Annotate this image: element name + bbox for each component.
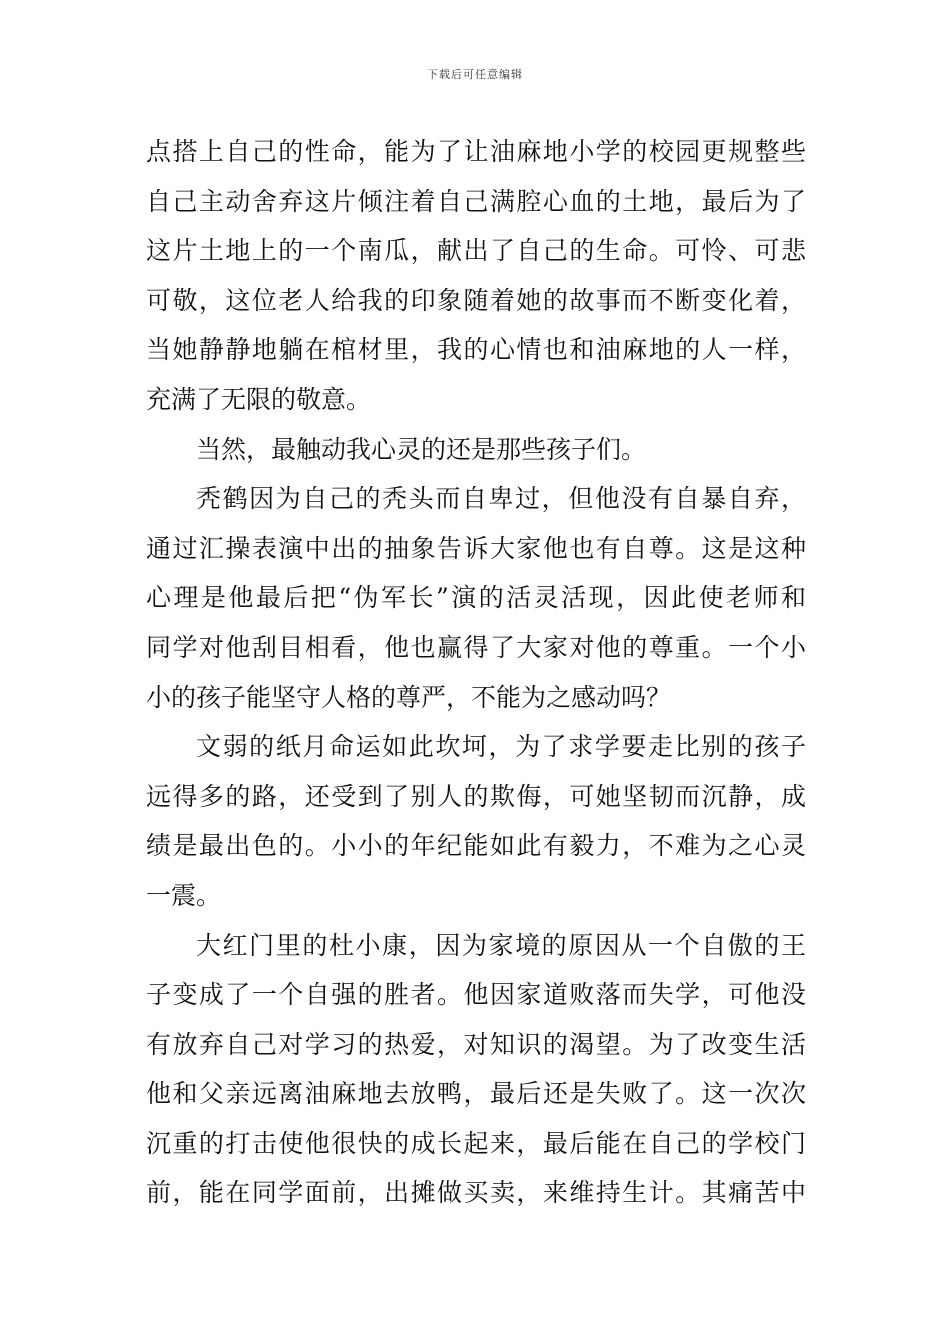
text-line: 沉重的打击使他很快的成长起来，最后能在自己的学校门 (146, 1128, 806, 1158)
text-line: 有放弃自己对学习的热爱，对知识的渴望。为了改变生活 (146, 1029, 806, 1059)
text-line: 绩是最出色的。小小的年纪能如此有毅力，不难为之心灵 (146, 831, 806, 861)
text-line: 子变成了一个自强的胜者。他因家道败落而失学，可他没 (146, 980, 806, 1010)
text-line: 心理是他最后把“伪军长”演的活灵活现，因此使老师和 (146, 583, 806, 613)
text-line: 这片土地上的一个南瓜，献出了自己的生命。可怜、可悲 (146, 236, 806, 266)
text-line: 前，能在同学面前，出摊做买卖，来维持生计。其痛苦中 (146, 1178, 806, 1208)
paragraph-start-line: 秃鹤因为自己的秃头而自卑过，但他没有自暴自弃， (196, 484, 806, 514)
text-line: 通过汇操表演中出的抽象告诉大家他也有自尊。这是这种 (146, 533, 806, 563)
text-line: 一震。 (146, 880, 222, 910)
body-text (146, 127, 806, 1218)
text-line: 他和父亲远离油麻地去放鸭，最后还是失败了。这一次次 (146, 1079, 806, 1109)
text-line: 同学对他刮目相看，他也赢得了大家对他的尊重。一个小 (146, 632, 806, 662)
text-line: 自己主动舍弃这片倾注着自己满腔心血的土地，最后为了 (146, 186, 806, 216)
text-line: 远得多的路，还受到了别人的欺侮，可她坚韧而沉静，成 (146, 781, 806, 811)
page-header: 下载后可任意编辑 (427, 68, 523, 81)
paragraph-start-line: 大红门里的杜小康，因为家境的原因从一个自傲的王 (196, 930, 806, 960)
paragraph-start-line: 当然，最触动我心灵的还是那些孩子们。 (196, 434, 647, 464)
text-line: 小的孩子能坚守人格的尊严，不能为之感动吗？ (146, 682, 672, 712)
text-line: 充满了无限的敬意。 (146, 384, 372, 414)
text-line: 点搭上自己的性命，能为了让油麻地小学的校园更规整些 (146, 137, 806, 166)
paragraph-start-line: 文弱的纸月命运如此坎坷，为了求学要走比别的孩子 (196, 732, 806, 762)
text-line: 可敬，这位老人给我的印象随着她的故事而不断变化着， (146, 285, 806, 315)
text-line: 当她静静地躺在棺材里，我的心情也和油麻地的人一样， (146, 335, 806, 365)
